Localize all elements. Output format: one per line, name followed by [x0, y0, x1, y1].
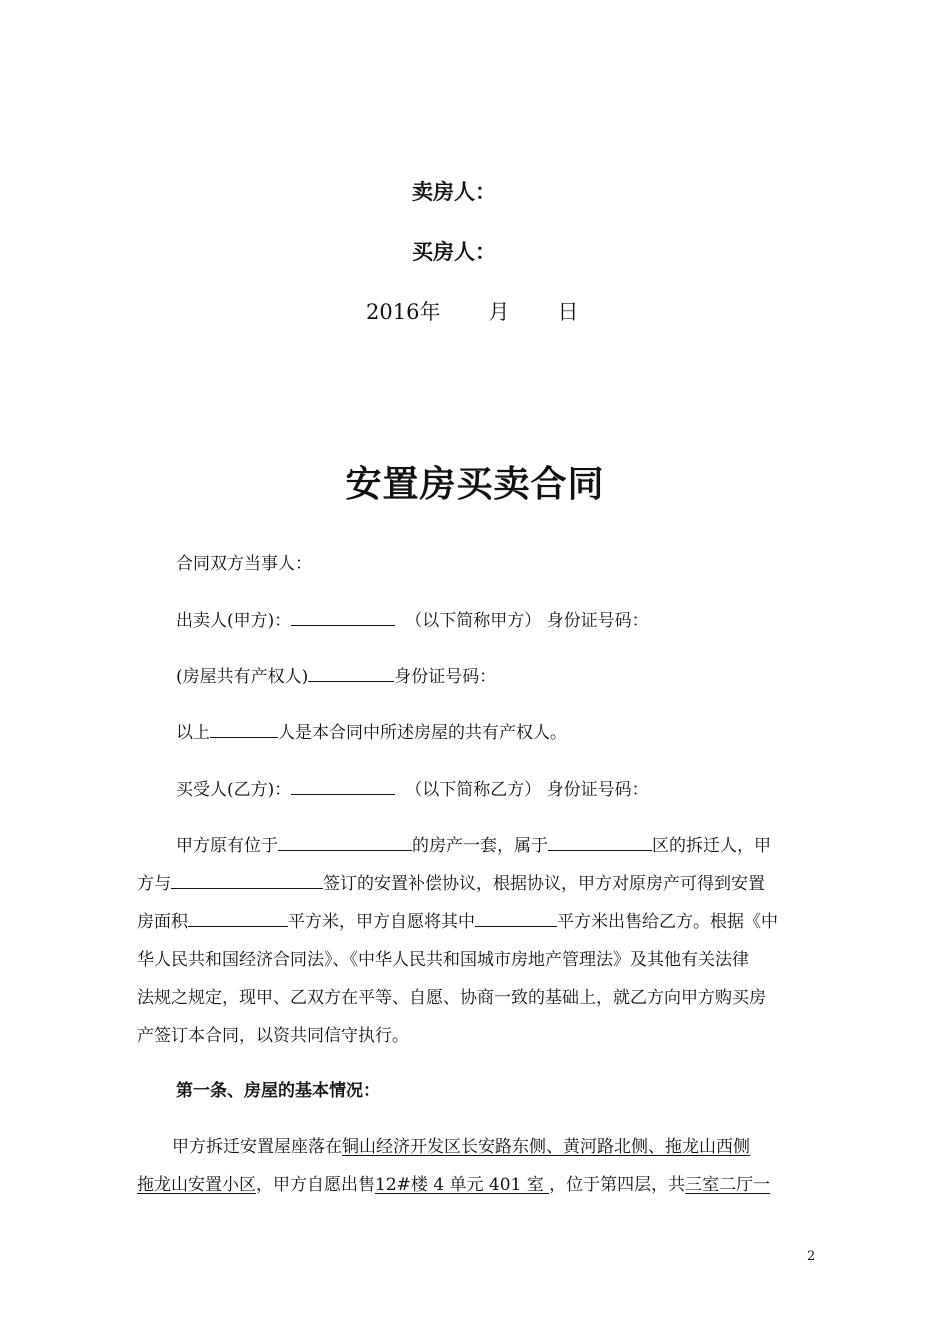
page-number: 2	[807, 1249, 816, 1264]
community-name-filled: 拖龙山安置小区	[137, 1175, 256, 1195]
article-1-heading: 第一条、房屋的基本情况：	[176, 1081, 380, 1101]
date-day: 日	[557, 300, 579, 324]
buyer-signature-label: 买房人：	[412, 239, 496, 264]
body-text: 甲方原有位于	[176, 836, 278, 856]
signature-date	[366, 296, 578, 326]
co-owner-label: (房屋共有产权人)	[176, 667, 309, 687]
buyer-line	[176, 775, 649, 800]
body-text: 方与	[137, 874, 171, 894]
co-owner-suffix: 身份证号码：	[394, 667, 497, 687]
body-text: ，甲方自愿出售	[256, 1175, 375, 1195]
body-line-4: 华人民共和国经济合同法》、《中华人民共和国城市房地产管理法》及其他有关法律	[137, 950, 749, 970]
original-property-location-blank	[278, 835, 412, 851]
body-line-1	[176, 831, 771, 856]
sold-area-blank	[475, 911, 557, 927]
buyer-name-blank	[291, 779, 395, 795]
district-blank	[548, 835, 652, 851]
unit-number-filled: 12#楼 4 单元 401 室	[375, 1175, 550, 1195]
seller-name-blank	[291, 610, 395, 626]
body-text: 区的拆迁人，甲	[652, 836, 771, 856]
seller-line	[176, 606, 649, 631]
body-text: 甲方拆迁安置屋座落在	[172, 1137, 342, 1157]
body-line-5: 法规之规定，现甲、乙双方在平等、自愿、协商一致的基础上，就乙方向甲方购买房	[137, 988, 766, 1008]
body-text: 签订的安置补偿协议，根据协议，甲方对原房产可得到安置	[323, 874, 765, 894]
date-year: 2016年	[366, 300, 441, 324]
property-location-filled: 铜山经济开发区长安路东侧、黄河路北侧、拖龙山西侧	[342, 1137, 750, 1157]
seller-suffix: （以下简称甲方） 身份证号码：	[405, 611, 649, 631]
body-text: ，位于第四层，共	[549, 1175, 686, 1195]
co-owners-count-blank	[210, 722, 278, 738]
date-month: 月	[488, 300, 510, 324]
parties-intro: 合同双方当事人：	[176, 554, 312, 574]
buyer-label: 买受人(乙方)：	[176, 780, 292, 800]
co-owners-prefix: 以上	[176, 723, 210, 743]
body-text: 平方米，甲方自愿将其中	[288, 912, 475, 932]
layout-filled: 三室二厅一	[685, 1175, 771, 1195]
article-1-line-1	[172, 1132, 852, 1157]
seller-label: 出卖人(甲方)：	[176, 611, 292, 631]
co-owner-line	[176, 662, 496, 687]
co-owners-line	[176, 718, 567, 743]
seller-signature-label: 卖房人：	[412, 179, 496, 204]
body-line-6: 产签订本合同，以资共同信守执行。	[137, 1026, 409, 1046]
article-1-line-2	[137, 1170, 817, 1195]
agreement-party-blank	[171, 873, 323, 889]
buyer-suffix: （以下简称乙方） 身份证号码：	[405, 780, 649, 800]
co-owner-name-blank	[308, 666, 394, 682]
body-text: 的房产一套，属于	[412, 836, 548, 856]
body-text: 平方米出售给乙方。根据《中	[557, 912, 778, 932]
co-owners-suffix: 人是本合同中所述房屋的共有产权人。	[278, 723, 567, 743]
body-text: 房面积	[137, 912, 188, 932]
resettlement-area-blank	[188, 911, 288, 927]
body-line-3	[137, 907, 817, 932]
body-line-2	[137, 869, 817, 894]
page-title: 安置房买卖合同	[345, 463, 605, 505]
